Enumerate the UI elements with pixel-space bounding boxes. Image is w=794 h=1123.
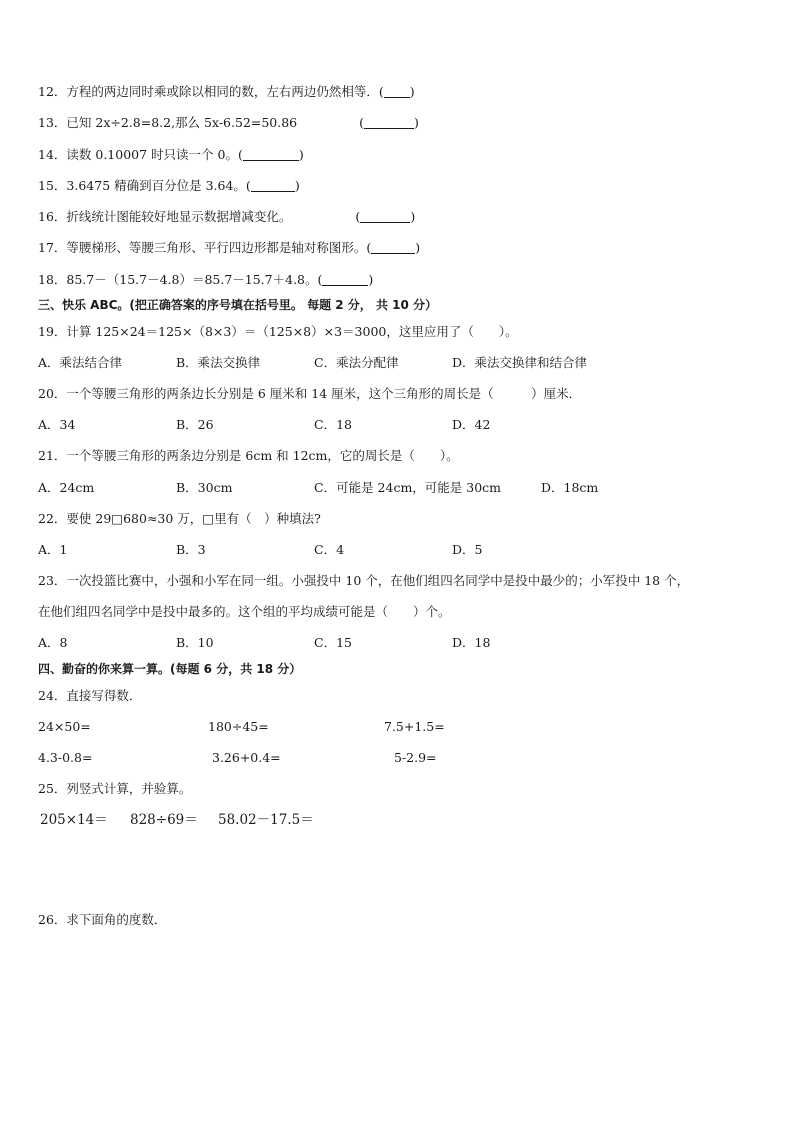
question-13: 13．已知 2x÷2.8=8.2,那么 5x-6.52=50.86 ( ) xyxy=(38,115,419,130)
answer-blank-13[interactable] xyxy=(364,116,414,129)
q20-option-c[interactable]: C．18 xyxy=(314,417,352,432)
answer-blank-14[interactable] xyxy=(243,148,299,161)
q22-option-a[interactable]: A．1 xyxy=(38,542,68,557)
question-21: 21．一个等腰三角形的两条边分别是 6cm 和 12cm，它的周长是（ ）。 xyxy=(38,448,459,463)
q20-option-a[interactable]: A．34 xyxy=(38,417,76,432)
question-24: 24．直接写得数． xyxy=(38,688,142,703)
q21-option-a[interactable]: A．24cm xyxy=(38,480,95,495)
q25-item-2: 828÷69＝ xyxy=(130,812,198,828)
q19-option-b[interactable]: B．乘法交换律 xyxy=(176,355,261,370)
question-23-line-1: 23．一次投篮比赛中，小强和小军在同一组。小强投中 10 个，在他们组四名同学中是投中最少的；小军投中 18 个， xyxy=(38,573,690,588)
question-22: 22．要使 29□680≈30 万，□里有（ ）种填法? xyxy=(38,511,321,526)
q24-item-3: 7.5+1.5= xyxy=(384,719,445,734)
q19-option-c[interactable]: C．乘法分配律 xyxy=(314,355,399,370)
question-14: 14．读数 0.10007 时只读一个 0。( ) xyxy=(38,147,304,162)
answer-blank-15[interactable] xyxy=(251,179,295,192)
q24-item-5: 3.26+0.4= xyxy=(212,750,281,765)
q22-option-d[interactable]: D．5 xyxy=(452,542,483,557)
answer-blank-16[interactable] xyxy=(360,210,410,223)
question-16: 16．折线统计图能较好地显示数据增减变化。 ( ) xyxy=(38,209,416,224)
q25-item-3: 58.02－17.5＝ xyxy=(218,812,314,828)
answer-blank-12[interactable] xyxy=(384,85,410,98)
q25-item-1: 205×14＝ xyxy=(40,812,108,828)
question-18: 18．85.7－（15.7－4.8）＝85.7－15.7＋4.8。( ) xyxy=(38,272,374,287)
q23-option-a[interactable]: A．8 xyxy=(38,635,68,650)
question-15: 15．3.6475 精确到百分位是 3.64。( ) xyxy=(38,178,300,193)
question-26: 26．求下面角的度数． xyxy=(38,912,167,927)
q21-option-c[interactable]: C．可能是 24cm，可能是 30cm xyxy=(314,480,502,495)
answer-blank-18[interactable] xyxy=(322,273,368,286)
answer-blank-17[interactable] xyxy=(371,241,415,254)
q21-option-b[interactable]: B．30cm xyxy=(176,480,233,495)
q24-item-1: 24×50= xyxy=(38,719,91,734)
q22-option-c[interactable]: C．4 xyxy=(314,542,345,557)
q23-option-b[interactable]: B．10 xyxy=(176,635,214,650)
question-19: 19．计算 125×24＝125×（8×3）＝（125×8）×3＝3000，这里应用了（ ）。 xyxy=(38,324,518,339)
q23-option-d[interactable]: D．18 xyxy=(452,635,491,650)
q20-option-b[interactable]: B．26 xyxy=(176,417,214,432)
section-4-heading: 四、勤奋的你来算一算。(每题 6 分，共 18 分） xyxy=(38,662,302,676)
question-25: 25．列竖式计算，并验算。 xyxy=(38,781,192,796)
question-12: 12．方程的两边同时乘或除以相同的数，左右两边仍然相等．( ) xyxy=(38,84,415,99)
q23-option-c[interactable]: C．15 xyxy=(314,635,352,650)
q22-option-b[interactable]: B．3 xyxy=(176,542,206,557)
question-23-line-2: 在他们组四名同学中是投中最多的。这个组的平均成绩可能是（ ）个。 xyxy=(38,604,451,619)
q24-item-6: 5-2.9= xyxy=(394,750,437,765)
section-3-heading: 三、快乐 ABC。(把正确答案的序号填在括号里。 每题 2 分， 共 10 分） xyxy=(38,298,438,312)
q19-option-a[interactable]: A．乘法结合律 xyxy=(38,355,123,370)
question-17: 17．等腰梯形、等腰三角形、平行四边形都是轴对称图形。( ) xyxy=(38,240,421,255)
q20-option-d[interactable]: D．42 xyxy=(452,417,491,432)
q24-item-2: 180÷45= xyxy=(208,719,269,734)
q19-option-d[interactable]: D．乘法交换律和结合律 xyxy=(452,355,588,370)
q24-item-4: 4.3-0.8= xyxy=(38,750,93,765)
question-20: 20．一个等腰三角形的两条边长分别是 6 厘米和 14 厘米，这个三角形的周长是（ ）厘米． xyxy=(38,386,582,401)
q21-option-d[interactable]: D．18cm xyxy=(541,480,599,495)
